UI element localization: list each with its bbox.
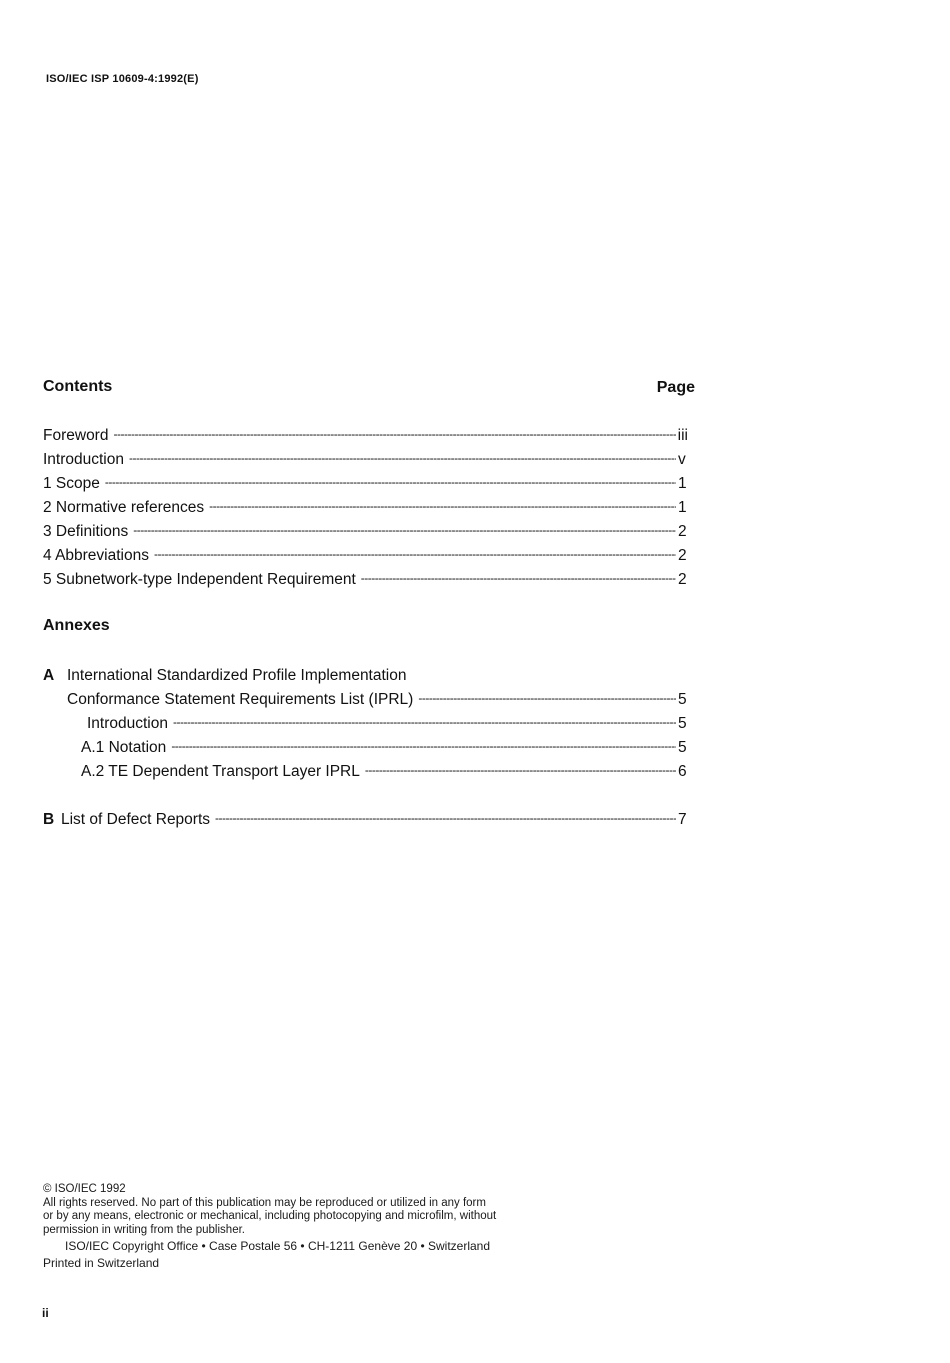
toc-entry-subnetwork-requirement[interactable]: 5 Subnetwork-type Independent Requirement ----- 2 xyxy=(43,571,688,595)
toc-entries xyxy=(43,427,688,595)
dot-leader xyxy=(105,475,676,489)
toc-entry-abbreviations[interactable]: 4 Abbreviations ----- 2 xyxy=(43,547,688,571)
toc-entry-normative-references[interactable]: 2 Normative references ----- 1 xyxy=(43,499,688,523)
annex-b[interactable]: B List of Defect Reports ----- 7 xyxy=(43,811,688,835)
annex-a-introduction[interactable]: Introduction ----- 5 xyxy=(43,715,688,739)
dot-leader xyxy=(171,739,676,753)
printed-in: Printed in Switzerland xyxy=(43,1255,160,1270)
toc-heading: Contents xyxy=(43,378,113,395)
copyright-line: © ISO/IEC 1992 xyxy=(43,1183,126,1195)
dot-leader xyxy=(361,571,676,585)
toc-entry-foreword[interactable]: Foreword ----- iii xyxy=(43,427,688,451)
dot-leader xyxy=(215,811,676,825)
table-of-contents xyxy=(43,378,695,835)
document-id: ISO/IEC ISP 10609-4:1992(E) xyxy=(46,73,199,85)
dot-leader xyxy=(113,427,675,441)
annexes-heading: Annexes xyxy=(43,617,110,634)
copyright-notice xyxy=(43,1183,603,1270)
annex-a-title-line1[interactable]: A International Standardized Profile Implementation xyxy=(43,667,407,684)
page-number: ii xyxy=(42,1306,49,1320)
annex-b-letter: B xyxy=(43,811,55,828)
dot-leader xyxy=(418,691,676,705)
dot-leader xyxy=(133,523,676,537)
toc-entry-introduction[interactable]: Introduction ----- v xyxy=(43,451,688,475)
dot-leader xyxy=(154,547,676,561)
toc-entry-scope[interactable]: 1 Scope ----- 1 xyxy=(43,475,688,499)
dot-leader xyxy=(173,715,676,729)
dot-leader xyxy=(365,763,676,777)
annex-a-title-line2[interactable]: Conformance Statement Requirements List (IPRL) ----- 5 xyxy=(43,691,688,715)
rights-line-3: permission in writing from the publisher. xyxy=(43,1223,245,1236)
dot-leader xyxy=(209,499,676,513)
annex-a-letter: A xyxy=(43,667,55,684)
copyright-office-address: ISO/IEC Copyright Office • Case Postale 56 • CH-1211 Genève 20 • Switzerland xyxy=(65,1239,491,1253)
toc-entry-definitions[interactable]: 3 Definitions ----- 2 xyxy=(43,523,688,547)
toc-header xyxy=(43,378,695,402)
rights-line-1: All rights reserved. No part of this publication may be reproduced or utilized in any form xyxy=(43,1196,486,1209)
page-column-label: Page xyxy=(656,379,695,396)
annex-a xyxy=(43,667,688,787)
dot-leader xyxy=(129,451,676,465)
rights-line-2: or by any means, electronic or mechanical, including photocopying and microfilm, without xyxy=(43,1210,497,1222)
annex-a-transport-iprl[interactable]: A.2 TE Dependent Transport Layer IPRL ----- 6 xyxy=(43,763,688,787)
annex-a-notation[interactable]: A.1 Notation ----- 5 xyxy=(43,739,688,763)
